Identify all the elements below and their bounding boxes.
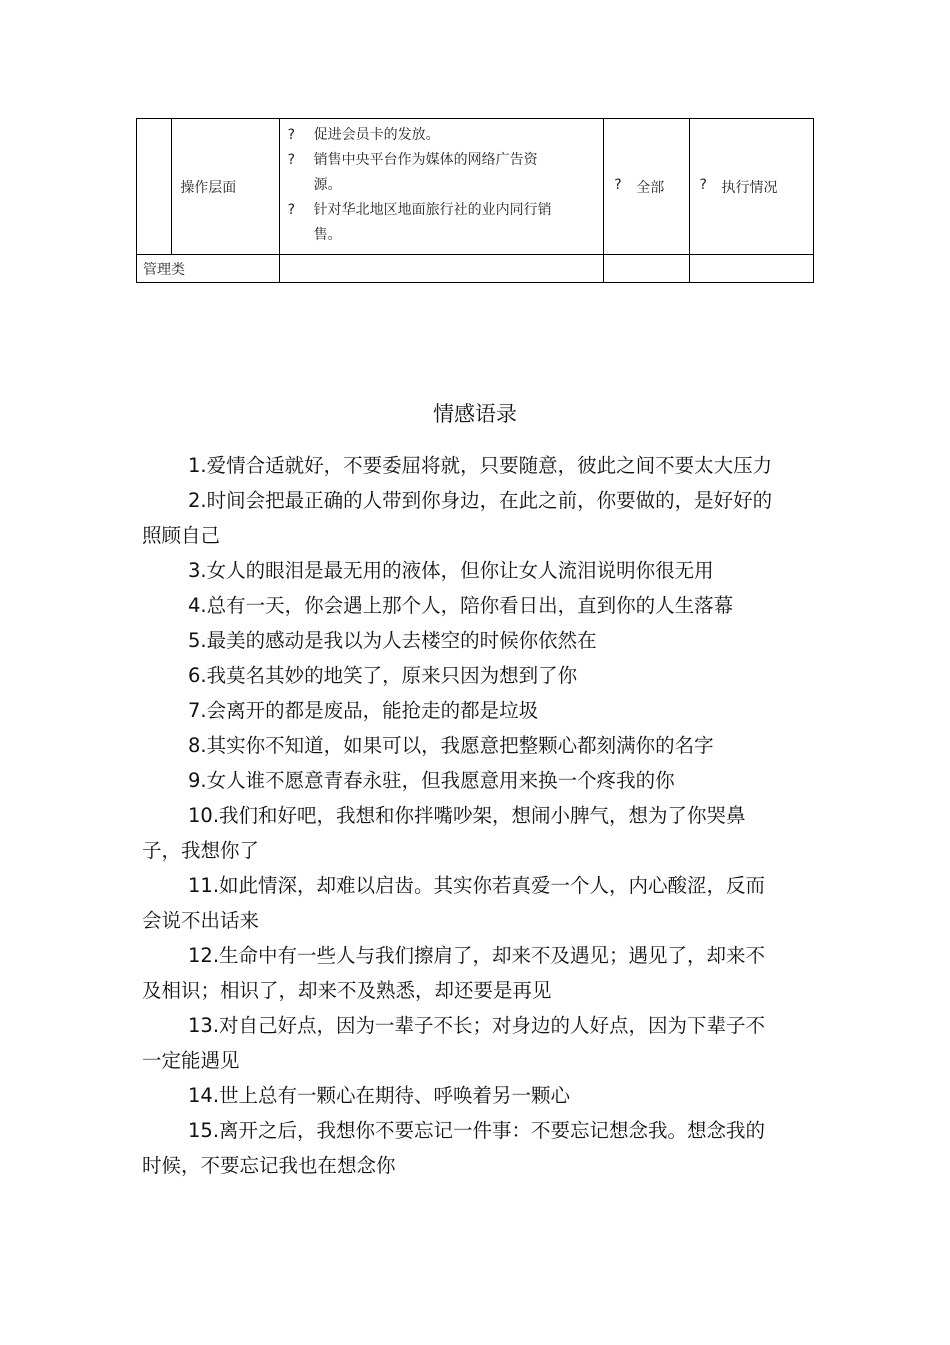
- table-cell-empty: [279, 255, 604, 283]
- list-item-text: 促进会员卡的发放。: [313, 127, 440, 143]
- bullet-icon: ?: [614, 176, 622, 193]
- status-text: 执行情况: [721, 179, 778, 196]
- list-item-text: 针对华北地区地面旅行社的业内同行销售。: [313, 202, 552, 243]
- table-cell-category: 管理类: [137, 255, 280, 283]
- table-cell-scope: [604, 119, 689, 255]
- list-item: [288, 198, 594, 248]
- table-cell-items: [279, 119, 604, 255]
- section-title: 情感语录: [433, 402, 517, 426]
- quote-item: 8.其实你不知道，如果可以，我愿意把整颗心都刻满你的名字: [188, 734, 714, 757]
- quote-item: 9.女人谁不愿意青春永驻，但我愿意用来换一个疼我的你: [188, 769, 675, 792]
- table-cell-empty: [689, 255, 814, 283]
- table-cell-empty: [137, 119, 172, 255]
- table-cell-status: [689, 119, 814, 255]
- list-item-text: 销售中央平台作为媒体的网络广告资源。: [313, 152, 538, 193]
- plan-table: [136, 118, 814, 283]
- quote-list: [142, 448, 782, 1183]
- list-item: [288, 148, 594, 198]
- quote-item: 5.最美的感动是我以为人去楼空的时候你依然在: [188, 629, 597, 652]
- quote-item: 7.会离开的都是废品，能抢走的都是垃圾: [188, 699, 539, 722]
- list-item: [288, 123, 594, 148]
- quote-item: 13.对自己好点，因为一辈子不长；对身边的人好点，因为下辈子不一定能遇见: [142, 1014, 766, 1072]
- quote-item: 3.女人的眼泪是最无用的液体，但你让女人流泪说明你很无用: [188, 559, 714, 582]
- bullet-icon: ?: [699, 176, 707, 193]
- quote-item: 1.爱情合适就好，不要委屈将就，只要随意，彼此之间不要太大压力: [188, 454, 773, 477]
- quote-item: 6.我莫名其妙的地笑了，原来只因为想到了你: [188, 664, 578, 687]
- scope-text: 全部: [636, 179, 665, 196]
- quote-item: 14.世上总有一颗心在期待、呼唤着另一颗心: [188, 1084, 571, 1107]
- table-cell-category: 操作层面: [172, 119, 279, 255]
- table-row: [137, 119, 814, 255]
- quote-item: 4.总有一天，你会遇上那个人，陪你看日出，直到你的人生落幕: [188, 594, 734, 617]
- quote-item: 15.离开之后，我想你不要忘记一件事：不要忘记想念我。想念我的时候，不要忘记我也在想念你: [142, 1119, 766, 1177]
- bullet-list: [280, 119, 604, 254]
- quote-item: 12.生命中有一些人与我们擦肩了，却来不及遇见；遇见了，却来不及相识；相识了，却来不及熟悉，却还要是再见: [142, 944, 766, 1002]
- bullet-icon: ?: [287, 202, 296, 218]
- bullet-icon: ?: [287, 127, 296, 143]
- quote-item: 10.我们和好吧，我想和你拌嘴吵架，想闹小脾气，想为了你哭鼻子，我想你了: [142, 804, 746, 862]
- table-cell-empty: [604, 255, 689, 283]
- quote-item: 11.如此情深，却难以启齿。其实你若真爱一个人，内心酸涩，反而会说不出话来: [142, 874, 766, 932]
- bullet-icon: ?: [287, 152, 296, 168]
- quote-item: 2.时间会把最正确的人带到你身边，在此之前，你要做的，是好好的照顾自己: [142, 489, 773, 547]
- table-row: [137, 255, 814, 283]
